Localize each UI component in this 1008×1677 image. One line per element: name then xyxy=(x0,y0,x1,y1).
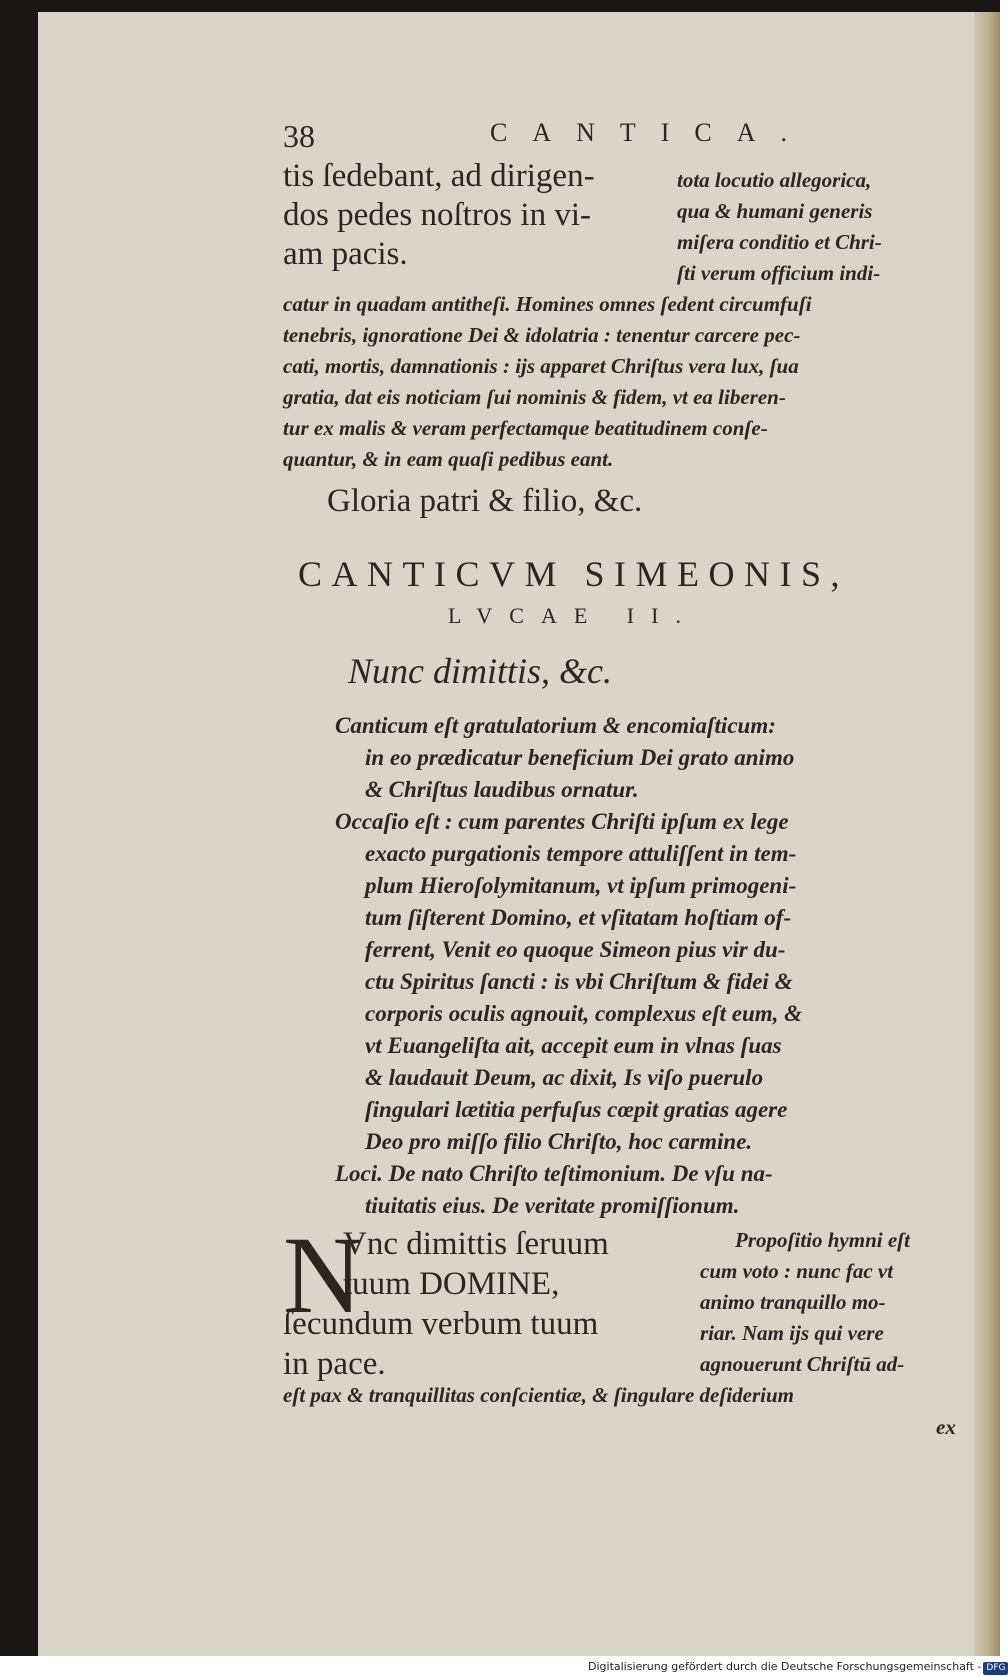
note-line: catur in quadam antitheſi. Homines omnes ſedent circumfuſi xyxy=(283,292,812,316)
note-line: gratia, dat eis noticiam ſui nominis & fidem, vt ea liberen- xyxy=(283,385,786,409)
note-line: Propoſitio hymni eſt xyxy=(735,1228,910,1252)
main-text-line: tis ſedebant, ad dirigen- xyxy=(283,158,595,194)
note-line: quantur, & in eam quaſi pedibus eant. xyxy=(283,447,614,471)
main-text-line: ſecundum verbum tuum xyxy=(283,1306,599,1342)
note-line: eſt pax & tranquillitas conſcientiæ, & ſingulare deſiderium xyxy=(283,1383,795,1407)
paragraph-line: exacto purgationis tempore attuliſſent in tem- xyxy=(365,841,797,866)
dfg-logo-icon: DFG xyxy=(983,1662,1008,1675)
note-line: cati, mortis, damnationis : ijs apparet Chriſtus vera lux, ſua xyxy=(283,354,799,378)
paragraph-line: ferrent, Venit eo quoque Simeon pius vir du- xyxy=(365,937,786,962)
note-line: tur ex malis & veram perfectamque beatitudinem conſe- xyxy=(283,416,768,440)
drop-cap: N xyxy=(283,1214,363,1336)
note-line: agnouerunt Chriſtū ad- xyxy=(700,1352,905,1376)
section-subtitle: LVCAE II. xyxy=(448,603,698,628)
paragraph-line: ctu Spiritus ſancti : is vbi Chriſtum & fidei & xyxy=(365,969,793,994)
note-line: ſti verum officium indi- xyxy=(677,261,881,285)
main-text-line: dos pedes noſtros in vi- xyxy=(283,197,591,233)
paragraph-line: Loci. De nato Chriſto teſtimonium. De vſu na- xyxy=(335,1161,773,1186)
paragraph-line: plum Hieroſolymitanum, vt ipſum primogeni- xyxy=(365,873,797,898)
paragraph-line: vt Euangeliſta ait, accepit eum in vlnas ſuas xyxy=(365,1033,782,1058)
page-number: 38 xyxy=(283,118,315,154)
note-line: animo tranquillo mo- xyxy=(700,1290,886,1314)
note-line: riar. Nam ijs qui vere xyxy=(700,1321,884,1345)
main-text-line: tuum DOMINE, xyxy=(343,1266,560,1302)
paragraph-line: Occaſio eſt : cum parentes Chriſti ipſum ex lege xyxy=(335,809,789,834)
digitization-footer xyxy=(588,1656,1006,1677)
paragraph-line: tiuitatis eius. De veritate promiſſionum. xyxy=(365,1193,740,1218)
paragraph-line: & Chriſtus laudibus ornatur. xyxy=(365,777,639,802)
paragraph-line: corporis oculis agnouit, complexus eſt eum, & xyxy=(365,1001,803,1026)
section-title: CANTICVM SIMEONIS, xyxy=(298,554,850,594)
paragraph-line: Deo pro miſſo filio Chriſto, hoc carmine. xyxy=(365,1129,753,1154)
note-line: tenebris, ignoratione Dei & idolatria : tenentur carcere pec- xyxy=(283,323,801,347)
paragraph-line: ſingulari lætitia perfuſus cœpit gratias agere xyxy=(365,1097,788,1122)
main-text-line: am pacis. xyxy=(283,236,408,272)
running-head: CANTICA. xyxy=(490,118,813,147)
note-line: tota locutio allegorica, xyxy=(677,168,872,192)
doxology: Gloria patri & filio, &c. xyxy=(327,483,643,519)
paragraph-line: in eo prædicatur beneficium Dei grato animo xyxy=(365,745,795,770)
page-edge xyxy=(974,12,1000,1656)
paragraph-line: tum ſiſterent Domino, et vſitatam hoſtiam of- xyxy=(365,905,792,930)
note-line: qua & humani generis xyxy=(677,199,873,223)
note-line: cum voto : nunc fac vt xyxy=(700,1259,894,1283)
main-text-line: Vnc dimittis ſeruum xyxy=(343,1226,609,1262)
incipit: Nunc dimittis, &c. xyxy=(348,651,612,691)
main-text-line: in pace. xyxy=(283,1346,386,1382)
paragraph-line: & laudauit Deum, ac dixit, Is viſo puerulo xyxy=(365,1065,764,1090)
note-line: miſera conditio et Chri- xyxy=(677,230,882,254)
paragraph-line: Canticum eſt gratulatorium & encomiaſticum: xyxy=(335,713,776,738)
catchword: ex xyxy=(936,1415,956,1439)
footer-credit: Digitalisierung gefördert durch die Deutsche Forschungsgemeinschaft - xyxy=(588,1660,982,1673)
